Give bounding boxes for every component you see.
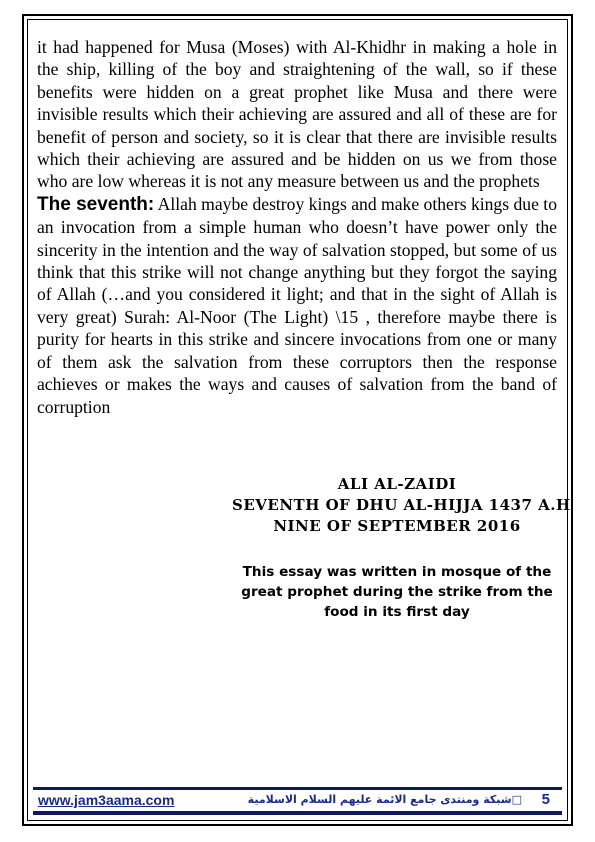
hijri-date: SEVENTH OF DHU AL-HIJJA 1437 A.H xyxy=(232,496,571,514)
gregorian-date: NINE OF SEPTEMBER 2016 xyxy=(273,517,521,535)
paragraph-2 xyxy=(37,193,557,418)
network-name-arabic: □شبكة ومنتدى جامع الائمة عليهم السلام الاسلامية xyxy=(247,793,522,806)
author-name: ALI AL-ZAIDI xyxy=(337,475,457,493)
essay-body xyxy=(37,36,557,418)
website-link[interactable]: www.jam3aama.com xyxy=(38,792,175,808)
paragraph-1: it had happened for Musa (Moses) with Al-Khidhr in making a hole in the ship, killing of the boy and straightening of the wall, so if these benefits were hidden on a great prophet like Musa and there were invisible results which their achieving are assured and all of these are for benefit of person and society, so it is clear that there are invisible results which their achieving are assured and be hidden on us we from those who are low whereas it is not any measure between us and the prophets xyxy=(37,37,557,192)
author-signature-block xyxy=(232,474,571,537)
seventh-heading: The seventh: xyxy=(37,193,155,215)
essay-note: This essay was written in mosque of the great prophet during the strike from the food in its first day xyxy=(241,564,553,620)
page-footer xyxy=(33,787,562,815)
paragraph-2-text: Allah maybe destroy kings and make others kings due to an invocation from a simple human who doesn’t have power only the sincerity in the intention and the way of salvation stopped, but some of us think that this strike will not change anything but they forgot the saying of Allah (…and you considered it light; and that in the sight of Allah is very great) Surah: Al-Noor (The Light) \15 , therefore maybe there is purity for hearts in this strike and sincere invocations from one or many of them ask the salvation from these corruptors then the response achieves or makes the ways and causes of salvation from the band of corruption xyxy=(37,193,557,417)
page-number: 5 xyxy=(541,791,550,808)
